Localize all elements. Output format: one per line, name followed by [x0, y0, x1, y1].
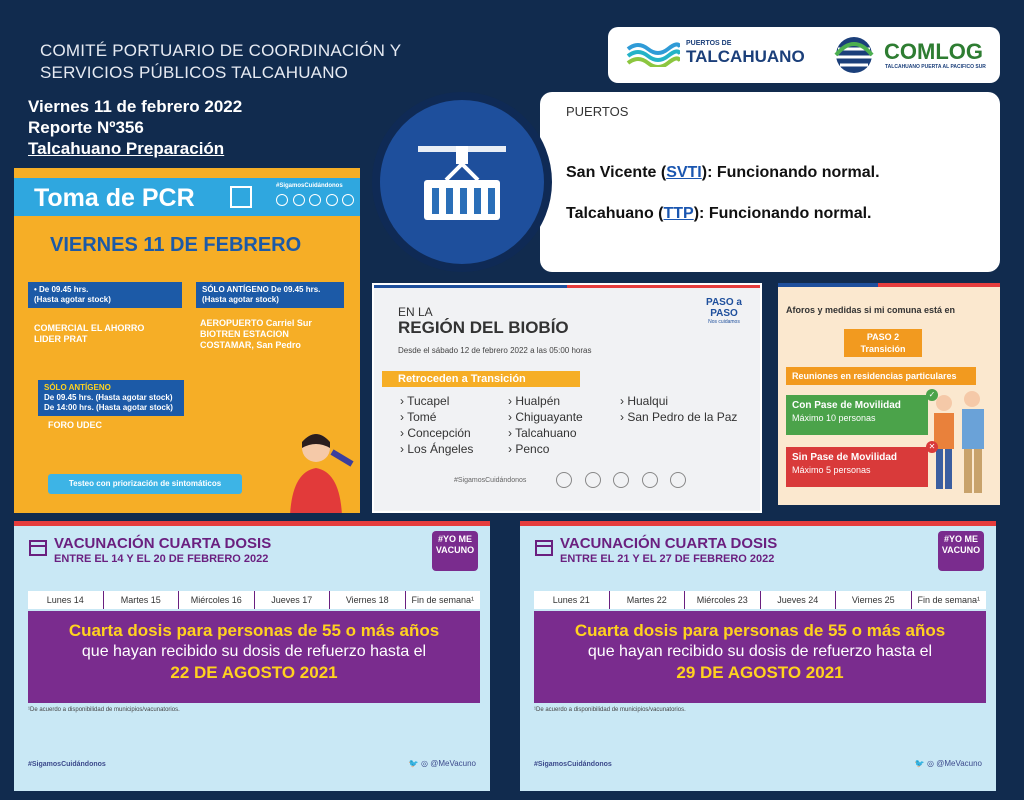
commune-item: › Los Ángeles	[400, 442, 474, 456]
eligibility-box	[534, 611, 986, 703]
puertos-de-text: PUERTOS DE	[686, 40, 732, 47]
en-la-text: EN LA	[398, 305, 433, 319]
con-pase-sub: Máximo 10 personas	[792, 413, 876, 423]
day-cell: Martes 22	[610, 591, 686, 609]
report-info	[28, 96, 242, 159]
footnote: ¹De acuerdo a disponibilidad de municipios/vacunatorios.	[534, 707, 686, 713]
sin-pase-title: Sin Pase de Movilidad	[792, 452, 898, 463]
commune-item: › Tomé	[400, 410, 437, 424]
eligibility-line-2: que hayan recibido su dosis de refuerzo hasta el	[81, 643, 427, 660]
day-cell: Jueves 24	[761, 591, 837, 609]
handle-text: @MeVacuno	[430, 759, 476, 768]
comlog-logo-text: COMLOG	[884, 39, 983, 64]
biobio-region-panel	[372, 283, 762, 513]
commune-item: › Hualqui	[620, 394, 669, 408]
paso-logo-text-2: PASO	[710, 308, 738, 319]
handle-text: @MeVacuno	[936, 759, 982, 768]
location-item: COSTAMAR, San Pedro	[200, 340, 301, 350]
distance-icon	[309, 194, 321, 206]
vaccine-icon	[670, 472, 686, 488]
flag-stripe	[520, 521, 996, 526]
nasal-swab-person-icon	[272, 426, 360, 513]
eligibility-date: 29 DE AGOSTO 2021	[676, 663, 844, 682]
footnote: ¹De acuerdo a disponibilidad de municipios/vacunatorios.	[28, 707, 180, 713]
comlog-tagline: TALCAHUANO PUERTA AL PACIFICO SUR	[885, 64, 986, 70]
yo-me-vacuno-badge	[938, 531, 984, 571]
commune-item: › Chiguayante	[508, 410, 583, 424]
vaccination-card-2	[520, 521, 996, 791]
paso-logo-tag: Nos cuidamos	[708, 319, 740, 325]
comlog-globe-icon	[830, 35, 878, 75]
pcr-location-foro: FORO UDEC	[48, 420, 102, 430]
ventilation-icon	[326, 194, 338, 206]
puertos-talcahuano-wave-icon	[626, 41, 680, 67]
commune-col-2	[508, 393, 583, 457]
vaccination-card-1	[14, 521, 490, 791]
time-text: • De 09.45 hrs.	[34, 285, 89, 294]
badge-line-2: VACUNO	[941, 545, 981, 555]
paso-a-paso-logo	[694, 297, 754, 325]
commune-col-1	[400, 393, 473, 457]
con-pase-title: Con Pase de Movilidad	[792, 400, 901, 411]
eligibility-line-1: Cuarta dosis para personas de 55 o más años	[68, 621, 440, 640]
port-crane-badge	[372, 92, 552, 272]
yo-me-vacuno-badge	[432, 531, 478, 571]
time-text: De 14:00 hrs. (Hasta agotar stock)	[44, 403, 173, 412]
hand-wash-icon	[293, 194, 305, 206]
eligibility-line-2: que hayan recibido su dosis de refuerzo hasta el	[587, 643, 933, 660]
time-text: De 09.45 hrs. (Hasta agotar stock)	[44, 393, 173, 402]
pcr-hashtag: #SigamosCuidándonos	[276, 183, 343, 189]
puertos-panel	[540, 92, 1000, 272]
aforos-title: Aforos y medidas si mi comuna está en	[786, 305, 956, 315]
paso-sub: Transición	[860, 344, 906, 354]
hand-wash-icon	[585, 472, 601, 488]
flag-stripe	[14, 521, 490, 526]
vac-range: ENTRE EL 14 Y EL 20 DE FEBRERO 2022	[54, 553, 269, 565]
aforos-panel	[778, 283, 1000, 505]
days-row	[534, 591, 986, 609]
flag-stripe	[374, 285, 760, 288]
port-status-san-vicente	[566, 164, 880, 182]
port-status: ): Funcionando normal.	[701, 164, 880, 181]
calendar-icon	[28, 537, 48, 557]
port-name: Talcahuano (	[566, 205, 664, 222]
vac-title: VACUNACIÓN CUARTA DOSIS	[54, 535, 272, 552]
day-cell: Miércoles 23	[685, 591, 761, 609]
committee-line-1: COMITÉ PORTUARIO DE COORDINACIÓN Y	[40, 41, 402, 60]
commune-item: › Tucapel	[400, 394, 450, 408]
port-status-talcahuano	[566, 205, 871, 223]
badge-line-2: VACUNO	[435, 545, 475, 555]
badge-line-1: #YO ME	[437, 534, 472, 544]
commune-item: › San Pedro de la Paz	[620, 410, 738, 424]
biobio-hashtag: #SigamosCuidándonos	[454, 477, 527, 484]
vac-hashtag: #SigamosCuidándonos	[534, 761, 612, 768]
care-icons-row	[556, 472, 686, 488]
day-cell: Fin de semana¹	[917, 595, 981, 605]
svti-link[interactable]: SVTI	[666, 164, 702, 181]
pcr-title: Toma de PCR	[34, 184, 195, 212]
eligibility-line-1: Cuarta dosis para personas de 55 o más años	[574, 621, 946, 640]
talcahuano-logo-text: TALCAHUANO	[686, 47, 805, 66]
paso-label: PASO 2	[866, 332, 900, 342]
pcr-locations-1	[34, 323, 144, 345]
pcr-footer-pill: Testeo con priorización de sintomáticos	[48, 474, 242, 494]
calendar-icon	[534, 537, 554, 557]
day-cell: Viernes 18	[330, 591, 406, 609]
commune-item: › Hualpén	[508, 394, 561, 408]
ministry-logo-icon	[230, 186, 252, 208]
commune-col-3	[620, 393, 737, 425]
pcr-locations-2	[200, 318, 312, 351]
flag-stripe	[778, 283, 1000, 287]
ventilation-icon	[642, 472, 658, 488]
ttp-link[interactable]: TTP	[663, 205, 694, 222]
commune-item: › Penco	[508, 442, 550, 456]
port-name: San Vicente (	[566, 164, 667, 181]
mask-icon	[276, 194, 288, 206]
committee-line-2: SERVICIOS PÚBLICOS TALCAHUANO	[40, 63, 349, 82]
pcr-time-box-2	[196, 282, 344, 308]
vac-hashtag: #SigamosCuidándonos	[28, 761, 106, 768]
paso-2-badge	[844, 329, 922, 357]
distance-icon	[613, 472, 629, 488]
stock-text: (Hasta agotar stock)	[202, 295, 279, 304]
pcr-testing-panel	[14, 168, 360, 513]
con-pase-box	[786, 395, 928, 435]
badge-line-1: #YO ME	[943, 534, 978, 544]
puertos-title: PUERTOS	[566, 104, 629, 119]
transition-banner: Retroceden a Transición	[382, 371, 580, 387]
region-title: REGIÓN DEL BIOBÍO	[398, 318, 569, 337]
days-row	[28, 591, 480, 609]
time-text: SÓLO ANTÍGENO	[44, 383, 111, 392]
check-icon: ✓	[926, 389, 938, 401]
pcr-header-bar	[14, 178, 360, 216]
vac-range: ENTRE EL 21 Y EL 27 DE FEBRERO 2022	[560, 553, 775, 565]
day-cell: Jueves 17	[255, 591, 331, 609]
mask-icon	[556, 472, 572, 488]
commune-item: › Concepción	[400, 426, 471, 440]
report-number: Reporte Nº356	[28, 118, 144, 137]
day-cell: Miércoles 16	[179, 591, 255, 609]
day-cell: Lunes 14	[28, 591, 104, 609]
twitter-instagram-handle: 🐦 ◎ @MeVacuno	[408, 759, 476, 768]
location-item: COMERCIAL EL AHORRO	[34, 323, 145, 333]
day-cell: Viernes 25	[836, 591, 912, 609]
stock-text: (Hasta agotar stock)	[34, 295, 111, 304]
location-item: BIOTREN ESTACION	[200, 329, 289, 339]
cross-icon: ✕	[926, 441, 938, 453]
pcr-time-box-1	[28, 282, 182, 308]
sin-pase-box	[786, 447, 928, 487]
eligibility-box	[28, 611, 480, 703]
twitter-instagram-handle: 🐦 ◎ @MeVacuno	[914, 759, 982, 768]
location-item: LIDER PRAT	[34, 334, 88, 344]
port-status: ): Funcionando normal.	[693, 205, 872, 222]
care-icons-row	[276, 194, 354, 210]
vac-title: VACUNACIÓN CUARTA DOSIS	[560, 535, 778, 552]
day-cell: Lunes 21	[534, 591, 610, 609]
pcr-date: VIERNES 11 DE FEBRERO	[50, 234, 302, 256]
location-item: AEROPUERTO Carriel Sur	[200, 318, 312, 328]
paso-logo-text: PASO a	[706, 297, 742, 308]
logos-panel	[608, 27, 1000, 83]
report-subtitle: Talcahuano Preparación	[28, 139, 225, 158]
since-text: Desde el sábado 12 de febrero 2022 a las 05:00 horas	[398, 346, 592, 355]
pcr-time-box-3	[38, 380, 184, 416]
report-date: Viernes 11 de febrero 2022	[28, 97, 243, 116]
container-crane-icon	[416, 136, 508, 228]
day-cell: Fin de semana¹	[411, 595, 475, 605]
day-cell: Martes 15	[104, 591, 180, 609]
reuniones-bar: Reuniones en residencias particulares	[786, 367, 976, 385]
eligibility-date: 22 DE AGOSTO 2021	[170, 663, 338, 682]
committee-title	[40, 40, 560, 84]
time-text: SÓLO ANTÍGENO De 09.45 hrs.	[202, 285, 321, 294]
vaccine-icon	[342, 194, 354, 206]
sin-pase-sub: Máximo 5 personas	[792, 465, 871, 475]
commune-item: › Talcahuano	[508, 426, 577, 440]
